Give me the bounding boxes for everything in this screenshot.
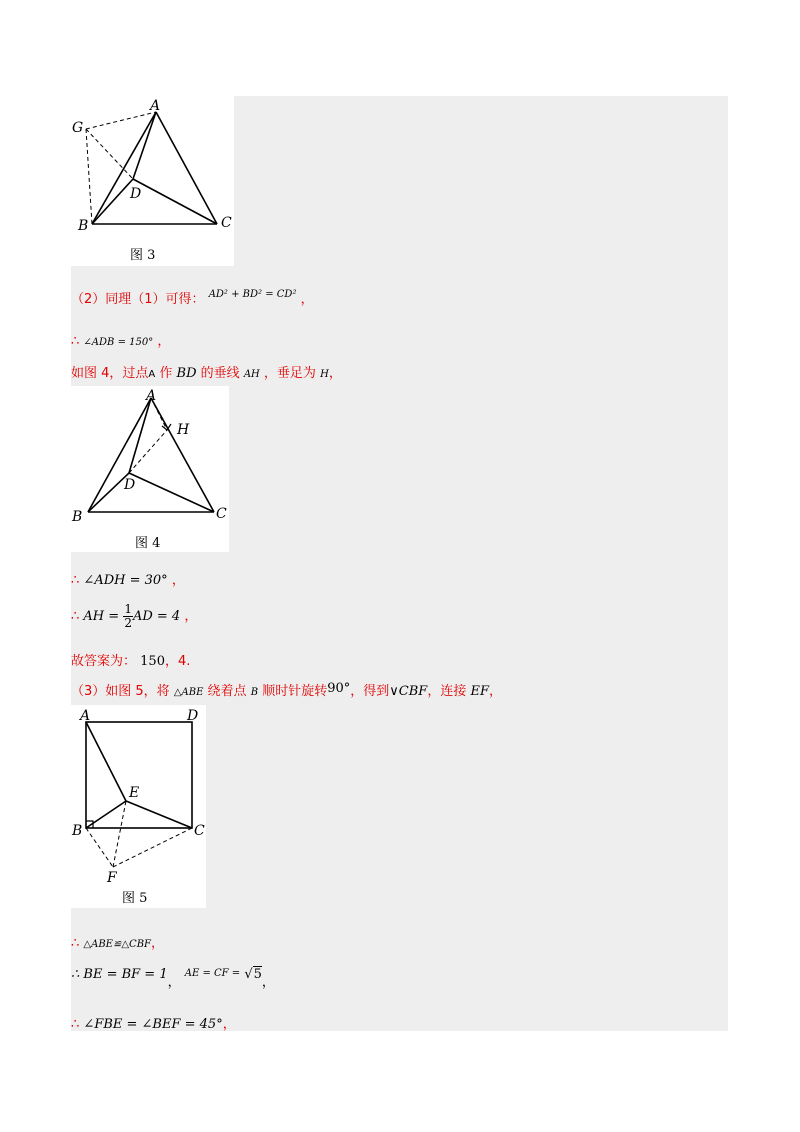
line8-congruence: △ABE≌△CBF bbox=[83, 939, 151, 950]
fig5-label-A: A bbox=[80, 708, 91, 724]
fig3-label-D: D bbox=[130, 186, 142, 202]
fig3-label-B: B bbox=[78, 218, 89, 234]
fig4-label-A: A bbox=[146, 388, 157, 404]
fig3-caption: 图 3 bbox=[130, 248, 156, 263]
fig5-caption: 图 5 bbox=[122, 891, 148, 906]
line2-equation: ∠ADB = 150° bbox=[83, 337, 154, 348]
line9-comma1: ， bbox=[167, 975, 181, 990]
line10-equation: ∠FBE = ∠BEF = 45° bbox=[83, 1017, 223, 1032]
line3-H: H bbox=[320, 369, 329, 380]
therefore-symbol: ∴ bbox=[71, 936, 80, 951]
fig5-label-B: B bbox=[72, 823, 83, 839]
fraction-one-half bbox=[123, 603, 133, 630]
figure-4 bbox=[71, 386, 229, 552]
line-same-reasoning bbox=[71, 288, 314, 307]
line2-comma: ， bbox=[157, 334, 171, 349]
therefore-symbol: ∴ bbox=[71, 334, 80, 349]
figure-5 bbox=[71, 705, 206, 908]
line4-comma: ， bbox=[171, 573, 185, 588]
line5-lhs: AH = bbox=[83, 609, 120, 624]
fig5-label-F: F bbox=[107, 870, 117, 886]
fig4-label-H: H bbox=[177, 422, 190, 438]
fig5-label-C: C bbox=[194, 823, 205, 839]
fraction-numerator: 1 bbox=[124, 602, 132, 616]
line7-EF: EF bbox=[470, 684, 489, 699]
line7-text-a: （3）如图 5，将 bbox=[71, 684, 170, 699]
line1-comma: ， bbox=[300, 292, 314, 307]
sqrt-radicand: 5 bbox=[253, 967, 262, 982]
line1-text: （2）同理（1）可得： bbox=[71, 292, 205, 307]
line3-AH: AH bbox=[243, 369, 260, 380]
line7-triangle-cbf: ∨CBF bbox=[389, 684, 428, 699]
fig3-label-G: G bbox=[72, 120, 84, 136]
answer-label: 故答案为： bbox=[71, 654, 137, 669]
line-ah-value bbox=[71, 603, 197, 630]
fig4-label-B: B bbox=[72, 509, 83, 525]
line7-text-e: ，连接 bbox=[427, 684, 467, 699]
line9-be-bf: ∴ BE = BF = 1 bbox=[71, 967, 168, 982]
line1-equation: AD² + BD² = CD² bbox=[208, 289, 297, 300]
line3-text-b: 作 bbox=[159, 366, 173, 381]
line3-comma: ， bbox=[328, 366, 342, 381]
line-rotate bbox=[71, 680, 502, 699]
line7-text-d: ，得到 bbox=[350, 684, 390, 699]
line3-text-a: 如图 4，过点 bbox=[71, 366, 149, 381]
line7-triangle-abe: △ABE bbox=[173, 687, 204, 698]
line-answer bbox=[71, 650, 190, 669]
figure-3 bbox=[71, 96, 234, 266]
therefore-symbol: ∴ bbox=[71, 609, 80, 624]
line-angles-45 bbox=[71, 1013, 236, 1032]
fraction-denominator: 2 bbox=[124, 616, 132, 630]
line8-comma: ， bbox=[151, 936, 165, 951]
line9-ae-cf: AE = CF = bbox=[184, 968, 241, 979]
line3-text-d: ，垂足为 bbox=[263, 366, 316, 381]
fig5-label-D: D bbox=[187, 708, 199, 724]
line9-comma2: ， bbox=[261, 975, 275, 990]
line5-comma: ， bbox=[184, 609, 198, 624]
answer-tail: ，4. bbox=[164, 654, 191, 669]
fig5-label-E: E bbox=[129, 785, 140, 801]
fig4-label-D: D bbox=[124, 477, 136, 493]
therefore-symbol: ∴ bbox=[71, 1017, 80, 1032]
therefore-symbol: ∴ bbox=[71, 573, 80, 588]
line3-point-A: A bbox=[148, 369, 156, 380]
line10-comma: ， bbox=[222, 1017, 236, 1032]
line7-point-B: B bbox=[250, 687, 259, 698]
line7-text-c: 顺时针旋转 bbox=[262, 684, 328, 699]
line4-equation: ∠ADH = 30° bbox=[83, 573, 168, 588]
line7-text-b: 绕着点 bbox=[207, 684, 247, 699]
line7-degrees: 90° bbox=[327, 681, 351, 696]
fig3-label-C: C bbox=[221, 215, 232, 231]
sqrt-five: √5 bbox=[244, 967, 262, 982]
line5-rhs: AD = 4 bbox=[132, 609, 181, 624]
fig4-label-C: C bbox=[216, 506, 227, 522]
fig3-label-A: A bbox=[150, 98, 161, 114]
line-lengths bbox=[71, 963, 275, 990]
answer-value: 150 bbox=[140, 654, 165, 669]
line-angle-adh bbox=[71, 569, 185, 588]
fig4-caption: 图 4 bbox=[135, 536, 161, 551]
line-construct-ah bbox=[71, 362, 342, 381]
line-angle-adb bbox=[71, 330, 170, 349]
line3-text-c: 的垂线 bbox=[200, 366, 240, 381]
line3-BD: BD bbox=[176, 366, 197, 381]
line-congruent bbox=[71, 932, 164, 951]
line7-comma: ， bbox=[488, 684, 502, 699]
